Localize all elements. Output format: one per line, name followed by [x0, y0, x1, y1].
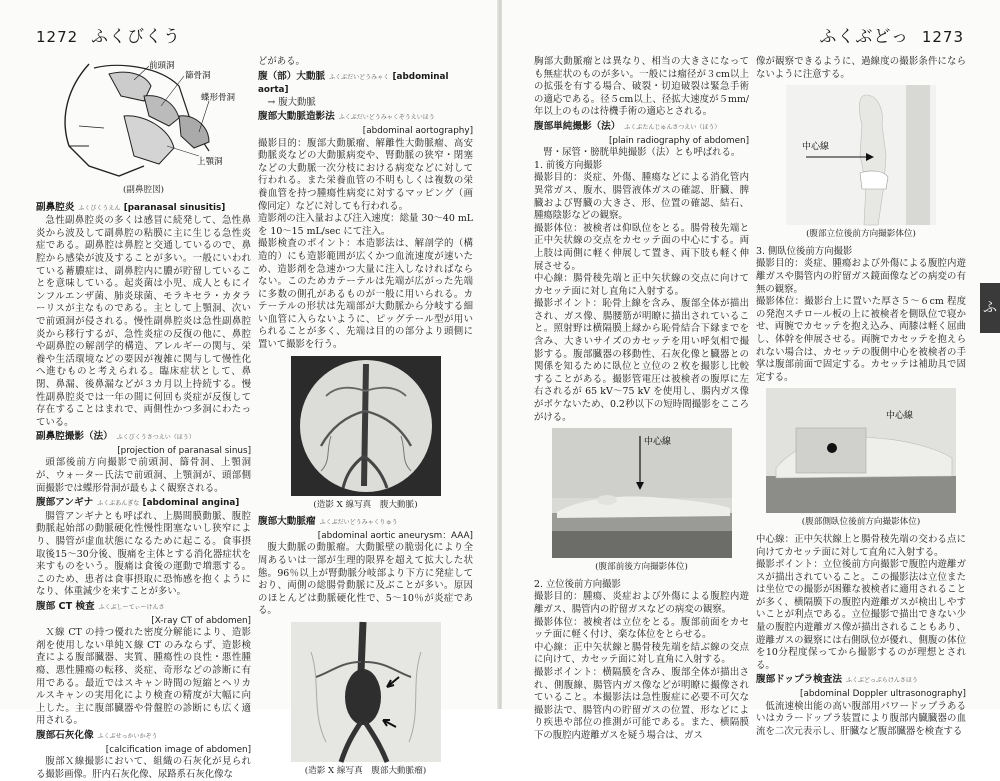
headword-ruby: ふくびくうさつえい（ほう） — [116, 434, 195, 442]
headword: 腹部単純撮影（法） — [534, 120, 621, 132]
entry-aneurysm-title — [258, 516, 473, 530]
headword-english: [X-ray CT of abdomen] — [151, 615, 251, 626]
plain-s1-purpose: 撮影目的：炎症、外傷、腫瘍などによる消化管内異常ガス、腹水、腸管液体ガスの確認、肝臓、脾臓および腎臓の大きさ、形、位置の確認、結石、腫瘍陰影などの観察。 — [534, 172, 749, 222]
left-running-title: ふくびくう — [91, 27, 181, 47]
headword: 副鼻腔炎 — [36, 201, 75, 213]
plain-s1-points: 撮影ポイント：恥骨上線を含み、腹部全体が描出され、ガス像、腸腰筋が明瞭に描出されていること。照射野は横隔膜上縁から恥骨結合下縁までを含み、大きいサイズのカセッテを用い呼気相で撮影する。腹部臓器の移動性、石灰化像と臓器との関係を知るために臥位と立位の２枚を撮影し比較することがある。撮影管電圧は被検者の腹厚に左右されるが 65 kV～75 kV を使用し、腸内ガス像がボケないため、0.2秒以下の短時間撮影をこころがける。 — [534, 298, 749, 423]
entry-aneurysm-body: 腹大動脈の動脈瘤。大動脈壁の脆弱化により全周あるいは一部が生理的限界を超えて拡大した状態。96％以上が腎動脈分岐部より下方に発症しており、両側の総腸骨動脈に及ぶことが多い。原因のほとんどは動脈硬化性で、5～10％が炎症である。 — [258, 542, 473, 617]
standing-position-photo — [786, 85, 936, 225]
right-running-title: ふくぶどっ — [819, 27, 909, 47]
headword-ruby: ふくびくうえん — [78, 204, 121, 212]
left-running-head — [36, 22, 181, 47]
entry-plain-title — [534, 121, 749, 135]
left-page — [0, 0, 498, 780]
aortography-contrast: 造影剤の注入量および注入速度：総量 30～40 mL を 10～15 mL/sec にて注入。 — [258, 213, 473, 237]
label-ethmoid-sinus: 篩骨洞 — [184, 71, 211, 81]
headword: 腹部大動脈造影法 — [258, 111, 335, 123]
left-column-2 — [258, 56, 473, 776]
right-running-head — [819, 22, 964, 47]
headword: 腹部アンギナ — [36, 497, 94, 509]
left-page-number: 1272 — [36, 28, 79, 46]
entry-ct-title — [36, 601, 251, 615]
plain-s3-points: 撮影ポイント：立位後前方向撮影で腹腔内遊離ガスが描出されていること。この撮影法は立位または坐位での撮影が困難な被検者に適用されることが多く、横隔膜下の腹腔内遊離ガスが検出しやすいことが利点である。立位撮影で描出できない少量の腹腔内遊離ガス像が描出されることもあり、遊離ガスの観察には右側臥位が優れ、側腹の体位を10分程度保ってから撮影するのが理想とされる。 — [756, 559, 966, 671]
headword-english: [calcification image of abdomen] — [105, 744, 251, 755]
left-column-1 — [36, 56, 251, 780]
headword-ruby: ふくぶだいどうみゃくりゅう — [319, 519, 398, 527]
standing-caption: (腹部立位後前方向撮影体位) — [806, 229, 916, 240]
label-frontal-sinus: 前頭洞 — [148, 61, 175, 71]
center-line-label: 中心線 — [886, 411, 914, 422]
headword: 副鼻腔撮影（法） — [36, 431, 113, 443]
label-maxillary-sinus: 上顎洞 — [196, 157, 223, 167]
headword: 腹部大動脈瘤 — [258, 516, 316, 528]
plain-alias: 腎・尿管・膀胱単純撮影（法）とも呼ばれる。 — [543, 147, 741, 159]
entry-doppler-body: 低流速検出能の高い腹部用パワードップラあるいはカラードップラ装置により腹部内臓臓器の血流を二次元表示し、肝臓など腹部臓器を検査する — [756, 700, 966, 737]
plain-s2-heading: 2. 立位後前方向撮影 — [534, 578, 621, 590]
headword-english: [abdominal aorta] — [258, 71, 449, 96]
aortography-points: 撮影検査のポイント：本造影法は、解剖学的（構造的）にも造影範囲が広くかつ血流速度が速いため、造影剤を急速かつ大量に注入しなければならない。このためカテーテルは先端が広がった先端に多数の側孔があるものが一般に用いられる。カテーテルの形状は先端部が大動脈から分岐する細い血管に入らないように、ピッグテール型が用いられることが多く、先端は目的の部分より頭側に置いて撮影を行う。 — [258, 238, 473, 351]
aortogram-xray-image — [291, 356, 441, 496]
plain-s2-center: 中心線：正中矢状線と腸骨稜先端を結ぶ線の交点に向けて、カセッテ面に対し直角に入射する。 — [534, 641, 749, 666]
entry-doppler-title — [756, 674, 966, 688]
headword-english: [abdominal angina] — [142, 498, 240, 509]
headword: 腹（部）大動脈 — [258, 70, 326, 82]
headword-english: [abdominal Doppler ultrasonography] — [800, 689, 966, 700]
entry-calc-title — [36, 730, 251, 744]
entry-angina-title — [36, 497, 251, 511]
aneurysm-xray-image — [291, 622, 441, 762]
plain-s2-position: 撮影体位：被検者は立位をとる。腹部前面をカセッテ面に軽く付け、楽な体位をとらせる。 — [534, 616, 749, 641]
entry-calc-body: 腹部Ｘ線撮影において、組織の石灰化が見られる撮影画像。肝内石灰化像、尿路系石灰化像な — [36, 756, 251, 780]
headword-english: [plain radiography of abdomen] — [608, 135, 749, 146]
headword-ruby: ふくぶだいどうみゃく — [329, 73, 390, 81]
headword-english: [projection of paranasal sinus] — [117, 445, 251, 456]
right-page-number: 1273 — [921, 28, 964, 46]
entry-aorta-see: → 腹大動脈 — [267, 96, 316, 108]
plain-s1-position: 撮影体位：被検者は仰臥位をとる。腸骨稜先端と正中矢状線の交点をカセッテ面の中心にする。両上肢は両側に軽く伸展して置き、両下肢も軽く伸展させる。 — [534, 222, 749, 272]
index-tab: ふ — [980, 283, 1000, 333]
supine-caption: (腹部前後方向撮影体位) — [595, 562, 688, 573]
plain-s1-heading: 1. 前後方向撮影 — [534, 159, 603, 171]
plain-s3-position: 撮影体位：撮影台上に置いた厚さ５～６cm 程度の発泡スチロール板の上に被検者を側臥位で寝かせ、両腕でカセッテを抱え込み、両膝は軽く屈曲し、体幹を伸展させる。両腕でカセッテを抱えられない場合は、カセッテの腹側中心を被検者の手掌は腹部前面で固定する。カセッテは補助具で固定する。 — [756, 296, 966, 383]
column-continuation: 像が観察できるように、過線度の撮影条件にならないように注意する。 — [756, 56, 966, 80]
center-line-label: 中心線 — [643, 437, 671, 448]
label-sphenoid-sinus: 蝶形骨洞 — [200, 93, 235, 103]
entry-angina-body: 腸管アンギナとも呼ばれ、上腸間膜動脈、腹腔動脈起始部の動脈硬化性慢性閉塞ないし狭窄により、腸管が虚血状態になるために起こる。食事摂取後15～30分後、腹痛を主体とする消化器症状を来すものをいう。腹痛は食後の運動で増悪する。このため、患者は食事摂取に恐怖感を抱くようになり、体重減少を来すことが多い。 — [36, 510, 251, 598]
headword-english: [abdominal aortic aneurysm：AAA] — [317, 530, 473, 541]
headword-ruby: ふくぶあんぎな — [97, 500, 140, 508]
column-continuation: 胸部大動脈瘤とは異なり、相当の大きさになっても無症状のものが多い。一般には瘤径が３cm以上の拡張を有する場合、破裂・切迫破裂は緊急手術の適応である。径５cm以上、径拡大速度が５mm/年以上のものは待機手術の適応とされる。 — [534, 56, 749, 118]
entry-sinus-xray-body: 頭部後前方向撮影で前頭洞、篩骨洞、上顎洞が、ウォーター氏法で前頭洞、上顎洞が、頭部側面撮影では蝶形骨洞が最もよく観察される。 — [36, 457, 251, 494]
right-column-1 — [534, 56, 749, 741]
sinus-diagram — [49, 56, 239, 181]
entry-ct-body: Ｘ線 CT の持つ優れた密度分解能により、造影剤を使用しない単純Ｘ線 CT のみならず、造影検査による腹部臓器、実質、腫瘍性の良性・悪性腫瘍、悪性腫瘍の転移、炎症、奇形などの診断に有用である。最近ではスキャン時間の短縮とヘリカルスキャンの実用化により検査の精度が大幅に向上した。主に腹部臓器や骨盤腔の診断にも広く適用される。 — [36, 627, 251, 727]
lateral-caption: (腹部側臥位後前方向撮影体位) — [801, 517, 921, 528]
headword-ruby: ふくぶどっぷらけんさほう — [845, 677, 918, 685]
center-line-label: 中心線 — [802, 142, 830, 153]
supine-position-photo — [552, 428, 732, 558]
right-column-2 — [756, 56, 966, 737]
entry-sinusitis-title — [36, 202, 251, 216]
lateral-decubitus-photo — [766, 388, 956, 513]
aneurysm-caption: (造影 X 線写真 腹部大動脈瘤) — [304, 766, 427, 776]
column-continuation: どがある。 — [258, 56, 305, 67]
entry-aorta-title — [258, 71, 473, 97]
plain-s2-points: 撮影ポイント：横隔膜を含み、腹部全体が描出され、側腹線、腸管内ガス像などが明瞭に撮像されていること。本撮影法は急性腹症に必要不可欠な撮影法で、腸管内の貯留ガスの位置、形などにより疾患や部位の推測が可能である。また、横隔膜下の腹腔内遊離ガスを疑う場合は、ガス — [534, 666, 749, 741]
sinus-figure-caption: (副鼻腔図) — [122, 185, 165, 195]
right-page — [502, 0, 1000, 741]
aortography-purpose: 撮影目的：腹部大動脈瘤、解離性大動脈瘤、高安動脈炎などの大動脈病変や、腎動脈の狭窄・閉塞などの大動脈一次分枝における病変などに対して行われる。また栄養血管の不明もしくは複数の栄養血管を持つ腫瘍性病変に対するマッピング（画像同定）などに対しても行われる。 — [258, 137, 473, 212]
plain-s2-purpose: 撮影目的：腫瘍、炎症および外傷による腹腔内遊離ガス、腸管内の貯留ガスなどの病変の観察。 — [534, 591, 749, 615]
headword-english: [paranasal sinusitis] — [123, 202, 226, 213]
headword-ruby: ふくぶだいどうみゃくぞうえいほう — [338, 114, 435, 122]
entry-sinus-xray-title — [36, 431, 251, 445]
headword: 腹部 CT 検査 — [36, 601, 95, 612]
plain-s3-purpose: 撮影目的：炎症、腫瘍および外傷による腹腔内遊離ガスや腸管内の貯留ガス鏡面像などの病変の有無の観察。 — [756, 258, 966, 295]
headword: 腹部石灰化像 — [36, 729, 94, 741]
headword-ruby: ふくぶせっかいかぞう — [97, 732, 158, 740]
aortogram-caption: (造影 X 線写真 腹大動脈) — [313, 499, 418, 510]
entry-sinusitis-body: 急性副鼻腔炎の多くは感冒に続発して、急性鼻炎から波及して副鼻腔の粘膜に主に生じる急性炎症である。副鼻腔は鼻腔と交通しているので、鼻腔から感染が波及することが多い。一般にいわれている蓄膿症は、副鼻腔内に膿が貯留していることを意味している。起炎菌は小児、成人ともにインフルエンザ菌、肺炎球菌、モラキセラ・カタラーリスが主なものである。主として上顎洞、次いで前頭洞が侵される。慢性副鼻腔炎は急性副鼻腔炎から移行するが、急性炎症の反復の他に、鼻腔や副鼻腔の解剖学的構造、アレルギーの関与、栄養や生活環境などの要因が複雑に関与して慢性化へ進むものと考えられる。臨床症状として、鼻閉、鼻漏、後鼻漏などが３カ月以上持続する。慢性副鼻腔炎では一年の間に何回も炎症が反復して存在することはまれで、両側性かつ多洞にわたっている。 — [36, 215, 251, 428]
plain-s3-center: 中心線：正中矢状線上と腸骨稜先端の交わる点に向けてカセッテ面に対して直角に入射する。 — [756, 533, 966, 558]
headword-ruby: ふくぶしーてぃーけんさ — [98, 604, 165, 611]
headword-english: [abdominal aortography] — [362, 125, 473, 136]
headword-ruby: ふくぶたんじゅんさつえい（ほう） — [624, 123, 721, 131]
entry-aortography-title — [258, 111, 473, 125]
plain-s1-center: 中心線：腸骨稜先端と正中矢状線の交点に向けてカセッテ面に対し直角に入射する。 — [534, 273, 749, 297]
headword: 腹部ドップラ検査法 — [756, 674, 842, 686]
plain-s3-heading: 3. 側臥位後前方向撮影 — [756, 245, 853, 257]
